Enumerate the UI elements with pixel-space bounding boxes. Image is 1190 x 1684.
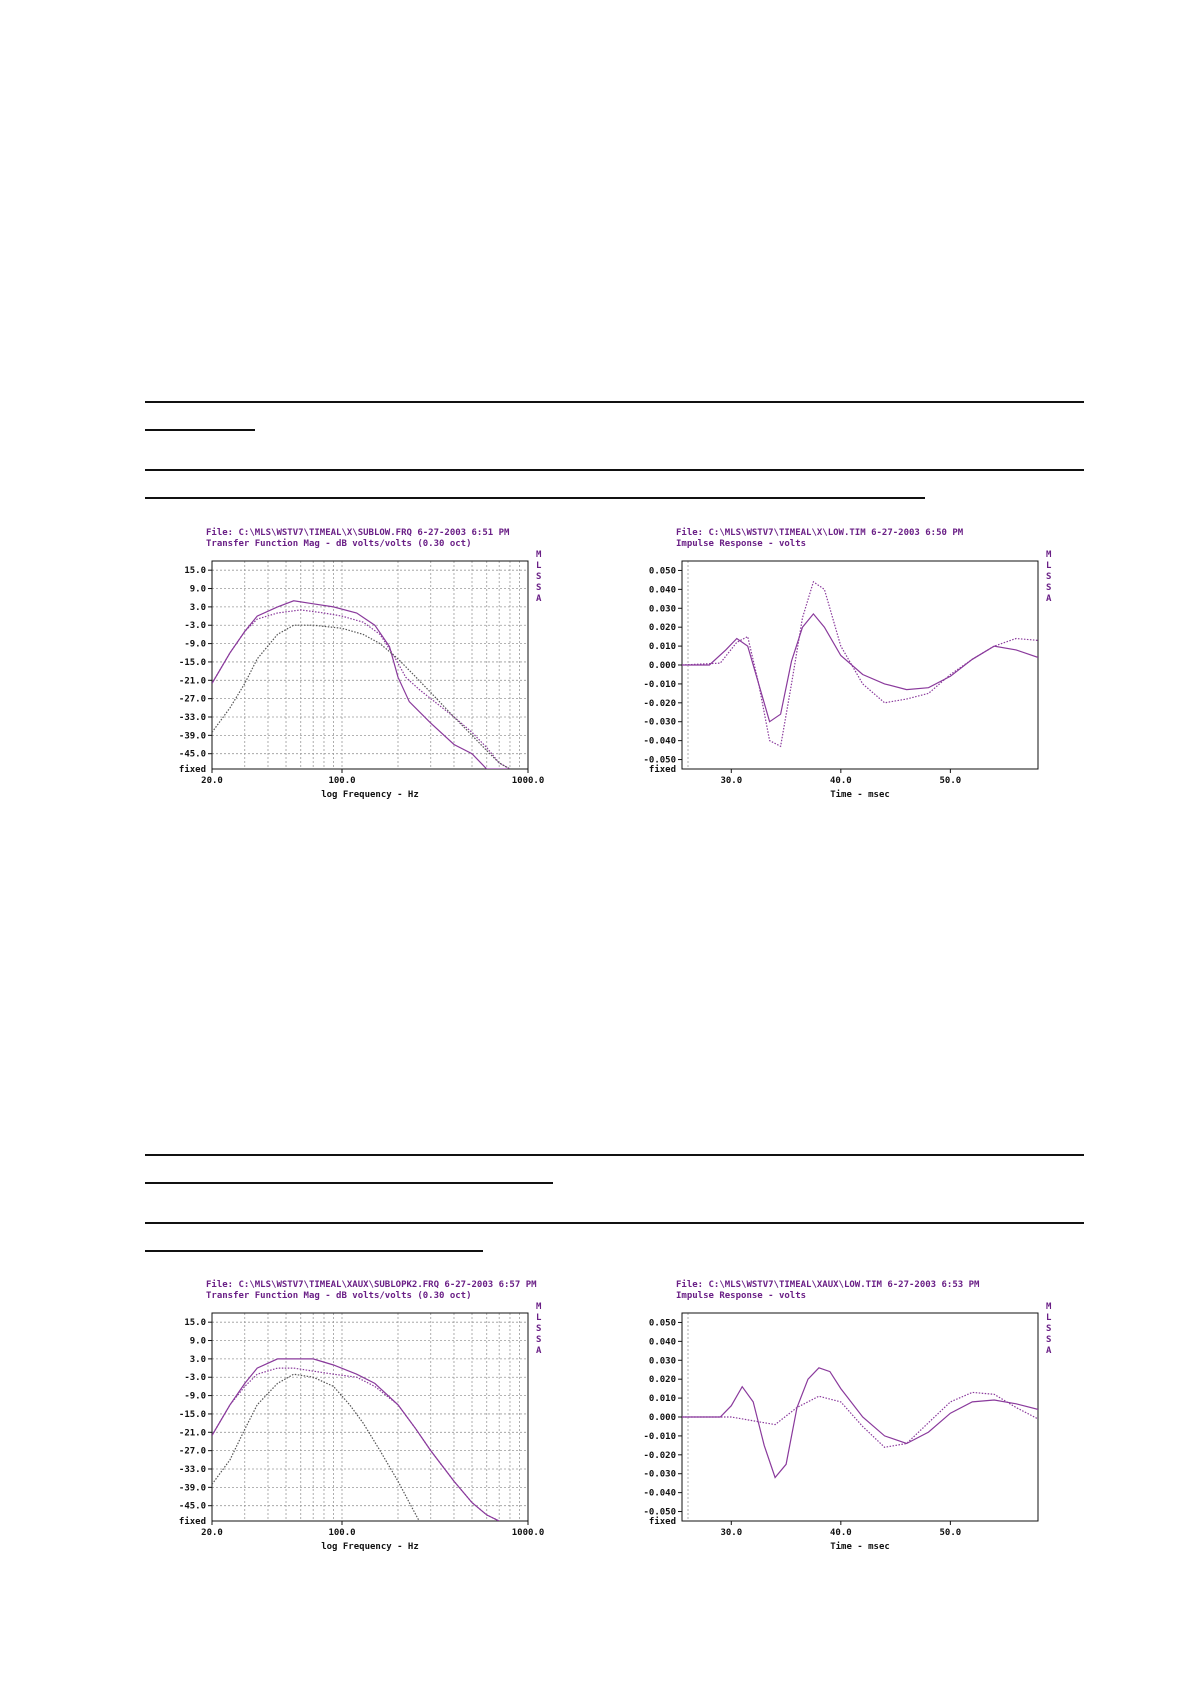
y-tick-label: 0.000 — [648, 661, 676, 671]
side-label-letter: L — [1046, 1313, 1052, 1323]
side-label-letter: S — [536, 1335, 542, 1345]
x-tick-label: 50.0 — [939, 1528, 962, 1538]
x-tick-label: 40.0 — [829, 776, 852, 786]
side-label-letter: M — [1046, 550, 1052, 560]
series-line-1 — [212, 1359, 499, 1521]
y-tick-label: 9.0 — [189, 584, 206, 595]
corner-label: fixed — [648, 1517, 676, 1527]
chart-file-line: File: C:\MLS\WSTV7\TIMEAL\X\SUBLOW.FRQ 6-27-2003 6:51 PM — [206, 528, 510, 538]
y-tick-label: 15.0 — [184, 1318, 206, 1329]
y-tick-label: -45.0 — [178, 1501, 206, 1512]
series-line-1 — [682, 1368, 1038, 1478]
y-tick-label: -9.0 — [184, 639, 206, 650]
y-tick-label: 0.040 — [648, 585, 676, 596]
y-tick-label: 0.020 — [648, 623, 676, 634]
y-tick-label: 0.040 — [648, 1337, 676, 1348]
rule-line — [145, 429, 255, 431]
frequency-response-chart-2 — [150, 1277, 560, 1557]
x-tick-label: 30.0 — [720, 1528, 743, 1538]
side-label-letter: S — [1046, 1324, 1052, 1334]
x-tick-label: 100.0 — [328, 1528, 356, 1538]
rule-line — [145, 497, 925, 499]
corner-label: fixed — [178, 765, 206, 775]
x-axis-label: log Frequency - Hz — [321, 1542, 419, 1552]
rule-line — [145, 401, 1084, 403]
y-tick-label: -0.010 — [643, 1431, 676, 1442]
chart-file-line: File: C:\MLS\WSTV7\TIMEAL\X\LOW.TIM 6-27-2003 6:50 PM — [676, 528, 964, 538]
y-tick-label: -21.0 — [178, 676, 206, 687]
y-tick-label: -0.050 — [643, 1507, 676, 1518]
y-tick-label: 0.010 — [648, 642, 676, 653]
y-tick-label: 0.000 — [648, 1413, 676, 1423]
x-axis-label: log Frequency - Hz — [321, 790, 419, 800]
y-tick-label: -0.040 — [643, 736, 676, 747]
corner-label: fixed — [178, 1517, 206, 1527]
x-tick-label: 1000.0 — [511, 776, 545, 786]
x-tick-label: 40.0 — [829, 1528, 852, 1538]
impulse-response-chart-1 — [630, 525, 1070, 805]
side-label-letter: L — [536, 561, 542, 571]
series-line-1 — [212, 601, 510, 769]
chart-subtitle: Transfer Function Mag - dB volts/volts (0.30 oct) — [206, 1291, 472, 1301]
chart-subtitle: Transfer Function Mag - dB volts/volts (0.30 oct) — [206, 539, 472, 549]
side-label-letter: A — [1046, 1346, 1052, 1356]
x-axis-label: Time - msec — [830, 790, 890, 800]
chart-file-line: File: C:\MLS\WSTV7\TIMEAL\XAUX\LOW.TIM 6-27-2003 6:53 PM — [676, 1280, 980, 1290]
y-tick-label: -15.0 — [178, 1409, 206, 1420]
y-tick-label: -0.030 — [643, 717, 676, 728]
y-tick-label: -0.010 — [643, 679, 676, 690]
y-tick-label: -45.0 — [178, 749, 206, 760]
rule-line — [145, 1250, 483, 1252]
y-tick-label: -39.0 — [178, 731, 206, 742]
plot-frame — [682, 1313, 1038, 1521]
side-label-letter: A — [1046, 594, 1052, 604]
y-tick-label: -0.030 — [643, 1469, 676, 1480]
y-tick-label: 0.020 — [648, 1375, 676, 1386]
plot-frame — [682, 561, 1038, 769]
y-tick-label: -27.0 — [178, 1446, 206, 1457]
rule-line — [145, 1154, 1084, 1156]
x-tick-label: 20.0 — [201, 776, 223, 786]
side-label-letter: S — [1046, 1335, 1052, 1345]
y-tick-label: 15.0 — [184, 566, 206, 577]
y-tick-label: -39.0 — [178, 1483, 206, 1494]
y-tick-label: 0.010 — [648, 1394, 676, 1405]
y-tick-label: 0.050 — [648, 1318, 676, 1329]
impulse-response-chart-2 — [630, 1277, 1070, 1557]
y-tick-label: 3.0 — [189, 602, 206, 613]
side-label-letter: M — [536, 550, 542, 560]
y-tick-label: 3.0 — [189, 1354, 206, 1365]
y-tick-label: -0.020 — [643, 1450, 676, 1461]
y-tick-label: -21.0 — [178, 1428, 206, 1439]
series-line-3 — [212, 625, 510, 769]
side-label-letter: A — [536, 594, 542, 604]
rule-line — [145, 1182, 553, 1184]
y-tick-label: -33.0 — [178, 1465, 206, 1475]
y-tick-label: -9.0 — [184, 1391, 206, 1402]
y-tick-label: -27.0 — [178, 694, 206, 705]
y-tick-label: -0.040 — [643, 1488, 676, 1499]
y-tick-label: 0.030 — [648, 604, 676, 615]
side-label-letter: L — [536, 1313, 542, 1323]
x-tick-label: 1000.0 — [511, 1528, 545, 1538]
chart-file-line: File: C:\MLS\WSTV7\TIMEAL\XAUX\SUBLOPK2.FRQ 6-27-2003 6:57 PM — [206, 1280, 537, 1290]
series-line-1 — [682, 614, 1038, 722]
rule-line — [145, 469, 1084, 471]
x-tick-label: 50.0 — [939, 776, 962, 786]
series-line-2 — [682, 582, 1038, 747]
side-label-letter: S — [536, 572, 542, 582]
y-tick-label: -3.0 — [184, 1373, 206, 1384]
y-tick-label: -0.050 — [643, 755, 676, 766]
rule-line — [145, 1222, 1084, 1224]
y-tick-label: -0.020 — [643, 698, 676, 709]
chart-subtitle: Impulse Response - volts — [676, 539, 807, 549]
y-tick-label: 0.030 — [648, 1356, 676, 1367]
x-tick-label: 20.0 — [201, 1528, 223, 1538]
y-tick-label: -33.0 — [178, 713, 206, 723]
x-tick-label: 100.0 — [328, 776, 356, 786]
series-line-2 — [212, 1368, 499, 1521]
side-label-letter: S — [1046, 583, 1052, 593]
side-label-letter: M — [536, 1302, 542, 1312]
y-tick-label: 0.050 — [648, 566, 676, 577]
side-label-letter: A — [536, 1346, 542, 1356]
plot-frame — [212, 1313, 528, 1521]
x-axis-label: Time - msec — [830, 1542, 890, 1552]
y-tick-label: -15.0 — [178, 657, 206, 668]
side-label-letter: L — [1046, 561, 1052, 571]
side-label-letter: S — [1046, 572, 1052, 582]
y-tick-label: -3.0 — [184, 621, 206, 632]
plot-frame — [212, 561, 528, 769]
chart-subtitle: Impulse Response - volts — [676, 1291, 807, 1301]
frequency-response-chart-1 — [150, 525, 560, 805]
side-label-letter: S — [536, 583, 542, 593]
side-label-letter: S — [536, 1324, 542, 1334]
corner-label: fixed — [648, 765, 676, 775]
side-label-letter: M — [1046, 1302, 1052, 1312]
x-tick-label: 30.0 — [720, 776, 743, 786]
y-tick-label: 9.0 — [189, 1336, 206, 1347]
